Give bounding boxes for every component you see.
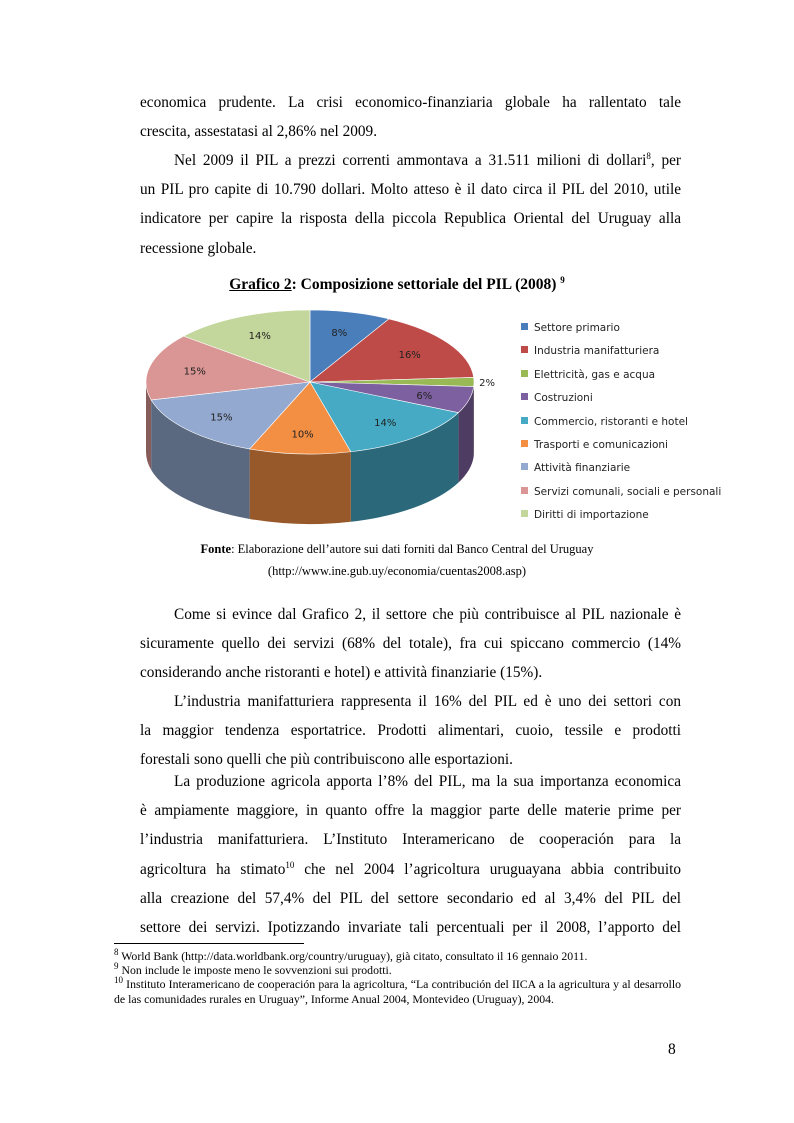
text-line: Come si evince dal Grafico 2, il settore che più contribuisce al PIL nazionale è — [174, 606, 681, 623]
intro-paragraph — [140, 88, 681, 146]
footnote-number: 9 — [114, 961, 119, 972]
text-line: L’industria manifatturiera rappresenta il 16% del PIL ed è uno dei settori con — [174, 693, 681, 710]
legend-label: Elettricità, gas e acqua — [534, 368, 656, 381]
pie-label-3: 6% — [416, 390, 433, 402]
footnote-ref[interactable]: 10 — [285, 859, 295, 870]
legend-label: Commercio, ristoranti e hotel — [534, 415, 688, 428]
legend-swatch — [521, 440, 528, 447]
legend-swatch — [521, 323, 528, 330]
legend-item — [521, 484, 721, 507]
pie-label-0: 8% — [331, 327, 348, 339]
pie-label-7: 15% — [183, 366, 206, 378]
legend-item — [521, 414, 721, 437]
footnote-text: World Bank (http://data.worldbank.org/country/uruguay), già citato, consultato il 16 gennaio 2011. — [118, 949, 588, 963]
legend-label: Costruzioni — [534, 392, 593, 405]
body-paragraph-1 — [140, 600, 681, 688]
legend-swatch — [521, 417, 528, 424]
source-line — [0, 538, 794, 560]
text-line: indicatore per capire la risposta della piccola Republica Oriental del Uruguay alla — [140, 210, 681, 228]
legend-item — [521, 367, 721, 390]
text-fragment: agricoltura ha stimato — [140, 860, 286, 878]
footnotes — [114, 949, 681, 1006]
legend-label: Settore primario — [534, 322, 620, 334]
footnote-ref[interactable]: 8 — [646, 150, 651, 161]
legend-swatch — [521, 393, 528, 400]
body-paragraph-2 — [140, 687, 681, 775]
page-number: 8 — [668, 1041, 676, 1058]
footnote-divider — [114, 943, 304, 944]
legend-swatch — [521, 487, 528, 494]
pie-label-4: 14% — [374, 417, 397, 429]
legend-label: Attività finanziarie — [534, 462, 631, 475]
text-line: forestali sono quelli che più contribuiscono alle esportazioni. — [140, 751, 513, 769]
pie-label-1: 16% — [398, 350, 421, 362]
footnote-number: 10 — [114, 975, 123, 986]
legend-label: Industria manifatturiera — [534, 345, 660, 358]
text-line: crescita, assestatasi al 2,86% nel 2009. — [140, 123, 378, 141]
pie-label-8: 14% — [248, 331, 271, 343]
legend-label: Diritti di importazione — [534, 509, 649, 522]
legend-item — [521, 343, 721, 366]
legend-item — [521, 460, 721, 483]
footnote — [114, 963, 681, 977]
text-line: settore dei servizi. Ipotizzando invariate tali percentuali per il 2008, l’apporto del — [140, 919, 681, 937]
legend-item — [521, 507, 721, 530]
legend-item — [521, 390, 721, 413]
text-line: alla creazione del 57,4% del PIL del settore secondario ed al 3,4% del PIL del — [140, 889, 681, 907]
figure-source — [0, 538, 794, 582]
legend-swatch — [521, 346, 528, 353]
gdp-paragraph — [140, 146, 681, 263]
pie-label-2: 2% — [479, 378, 496, 389]
source-label: Fonte — [200, 542, 232, 556]
legend-swatch — [521, 463, 528, 470]
text-line: economica prudente. La crisi economico-finanziaria globale ha rallentato tale — [140, 94, 681, 111]
footnote-number: 8 — [114, 947, 119, 958]
text-line: recessione globale. — [140, 239, 257, 257]
text-line: l’industria manifatturiera. L’Instituto Interamericano de cooperación para la — [140, 831, 681, 849]
text-line — [140, 146, 681, 175]
figure-label: Grafico 2 — [229, 276, 292, 293]
footnote — [114, 977, 681, 1005]
legend-item — [521, 320, 721, 343]
text-line: considerando anche ristoranti e hotel) e attività finanziarie (15%). — [140, 664, 543, 682]
legend-swatch — [521, 510, 528, 517]
chart-legend — [521, 320, 721, 531]
text-line — [140, 855, 681, 884]
pie-label-6: 15% — [210, 412, 233, 424]
footnote-text: Instituto Interamericano de cooperación para la agricoltura, “La contribución del IICA a la agricultura y al desarrollo de las comunidades rurales en Uruguay”, Informe Anual 2004, Montevideo (Uruguay), 2004. — [114, 977, 681, 1006]
body-paragraph-3 — [140, 767, 681, 942]
legend-label: Trasporti e comunicazioni — [534, 438, 668, 451]
pie-side-5 — [250, 449, 351, 524]
pie-chart — [138, 300, 496, 528]
footnote-ref[interactable]: 9 — [560, 274, 565, 285]
figure-title — [0, 276, 794, 294]
legend-item — [521, 437, 721, 460]
figure-caption: : Composizione settoriale del PIL (2008) — [291, 276, 557, 293]
footnote-text: Non include le imposte meno le sovvenzioni sui prodotti. — [118, 963, 392, 978]
text-line: è ampiamente maggiore, in quanto offre la maggior parte delle materie prime per — [140, 802, 681, 820]
text-fragment: Nel 2009 il PIL a prezzi correnti ammontava a 31.511 milioni di dollari — [174, 152, 647, 169]
text-fragment: , per — [650, 152, 681, 169]
source-url[interactable]: (http://www.ine.gub.uy/economia/cuentas2008.asp) — [267, 564, 527, 578]
legend-swatch — [521, 370, 528, 377]
text-line: sicuramente quello dei servizi (68% del totale), fra cui spiccano commercio (14% — [140, 635, 681, 653]
text-line: La produzione agricola apporta l’8% del PIL, ma la sua importanza economica — [174, 773, 681, 790]
source-text: : Elaborazione dell’autore sui dati forniti dal Banco Central del Uruguay — [231, 542, 594, 556]
text-fragment: che nel 2004 l’agricoltura uruguayana abbia contribuito — [294, 860, 681, 878]
pie-label-5: 10% — [291, 429, 314, 441]
legend-label: Servizi comunali, sociali e personali — [534, 485, 722, 498]
footnote — [114, 949, 681, 963]
text-line: la maggior tendenza esportatrice. Prodotti alimentari, cuoio, tessile e prodotti — [140, 722, 681, 740]
text-line: un PIL pro capite di 10.790 dollari. Molto atteso è il dato circa il PIL del 2010, utile — [140, 181, 681, 199]
